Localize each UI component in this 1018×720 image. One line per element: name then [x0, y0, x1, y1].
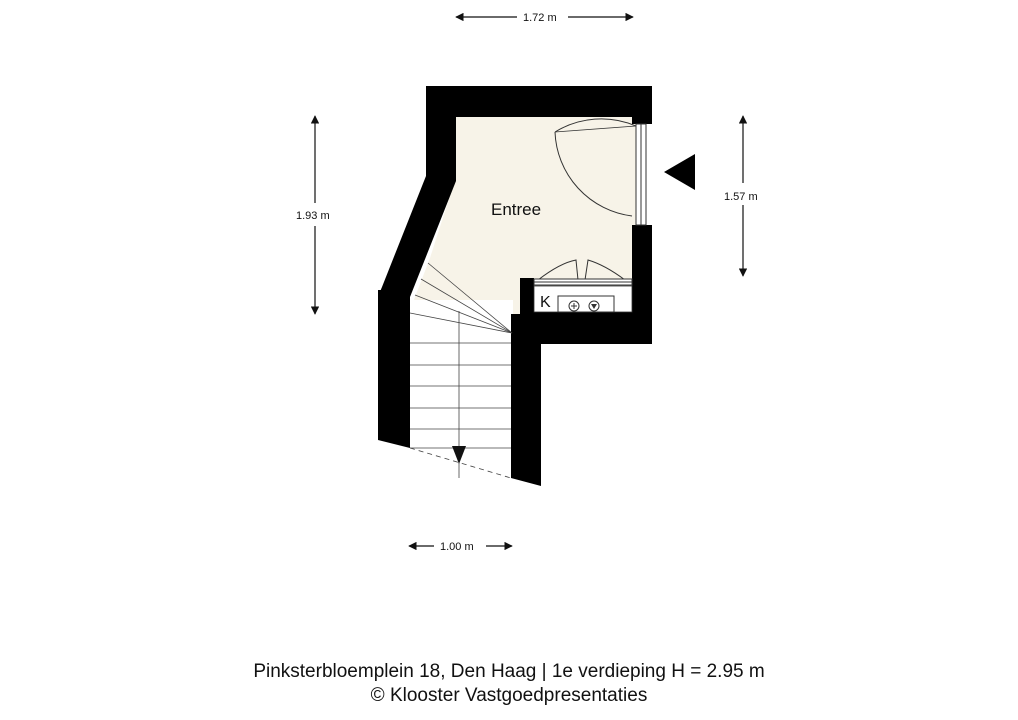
entrance-marker-icon [664, 154, 695, 190]
dimension-right [724, 116, 758, 276]
dimension-left [296, 116, 330, 314]
footer-address: Pinksterbloemplein 18, Den Haag | 1e verdieping H = 2.95 m [253, 661, 765, 682]
dimension-bottom [409, 541, 512, 553]
dimension-right-label: 1.57 m [724, 191, 758, 203]
dimension-left-label: 1.93 m [296, 210, 330, 222]
dimension-top-label: 1.72 m [523, 12, 557, 24]
kitchen-unit [534, 286, 632, 312]
kitchen-label: K [540, 294, 551, 311]
dimension-bottom-label: 1.00 m [440, 541, 474, 553]
footer-copyright: © Klooster Vastgoedpresentaties [370, 685, 648, 706]
room-label-entree: Entree [491, 200, 542, 219]
dimension-top [456, 12, 633, 24]
